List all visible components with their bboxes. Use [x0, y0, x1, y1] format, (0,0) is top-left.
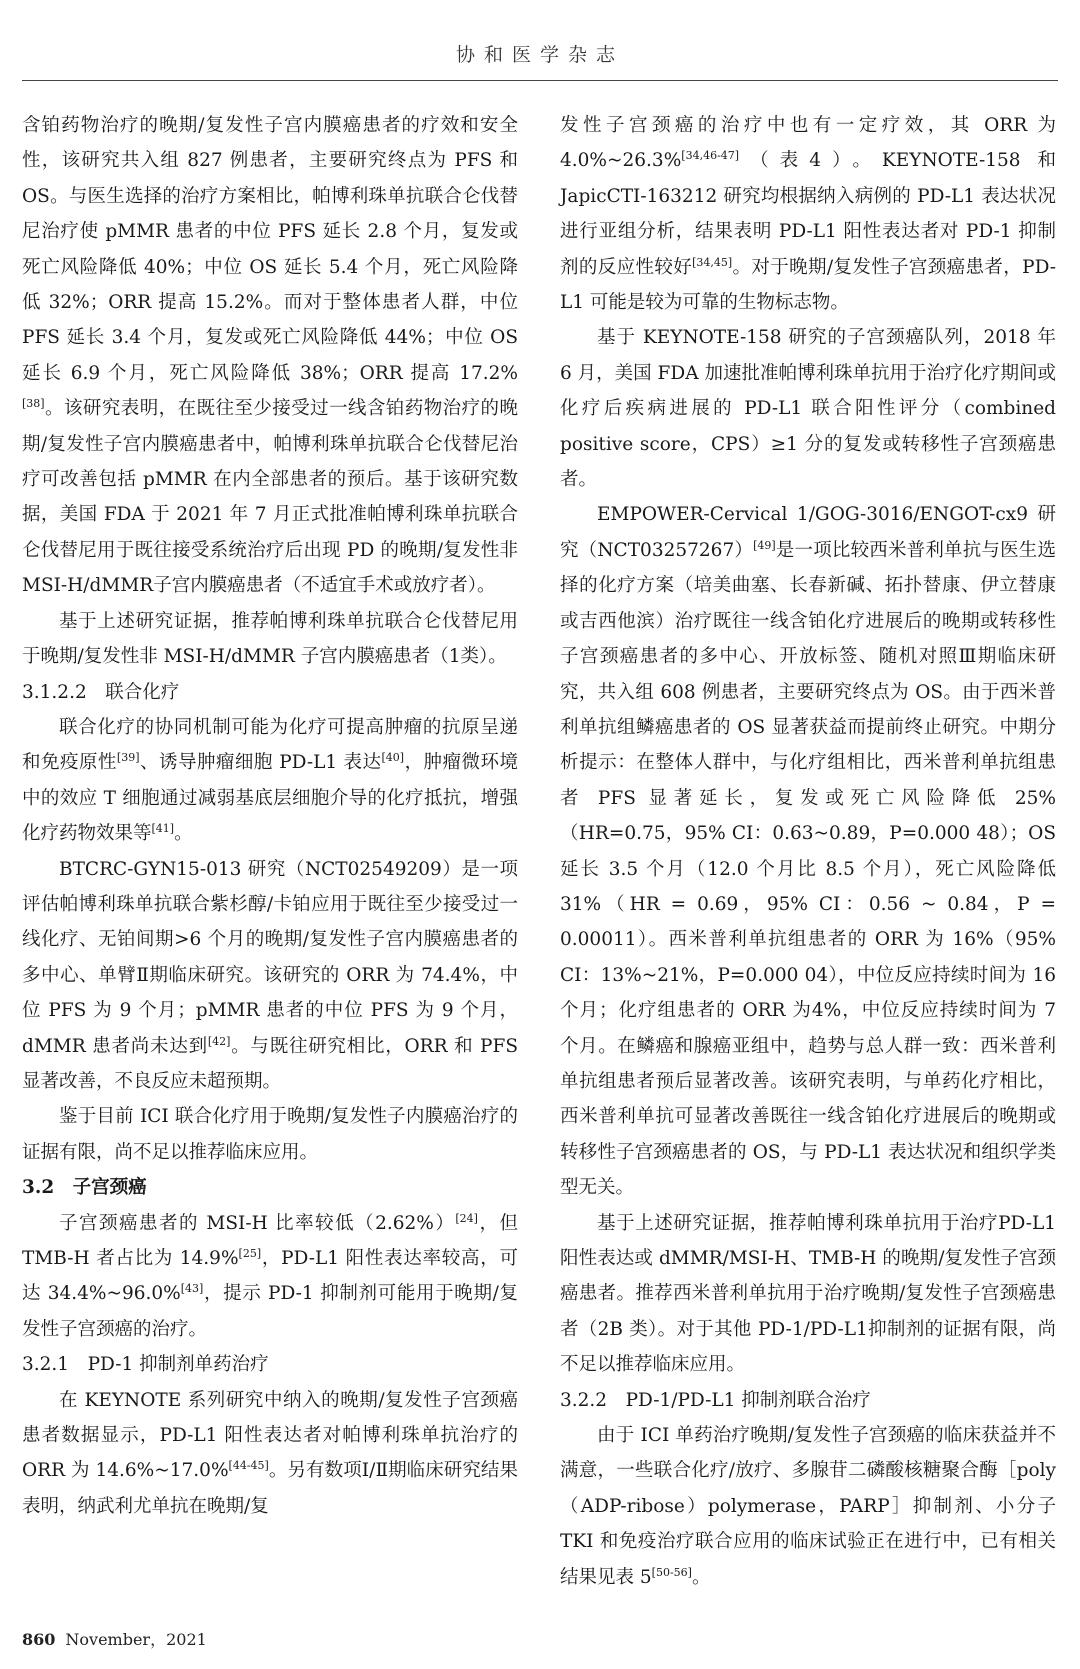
right-column [560, 108, 1056, 1595]
citation-ref[interactable]: [44-45] [228, 1459, 269, 1473]
citation-ref[interactable]: [42] [207, 1034, 231, 1048]
paragraph-btcrc-study: BTCRC-GYN15-013 研究（NCT02549209）是一项评估帕博利珠单抗联合紫杉醇/卡铂应用于既往至少接受过一线化疗、无铂间期>6 个月的晚期/复发性子宫内膜癌患者的多中心、单臂Ⅱ期临床研究。该研究的 ORR 为 74.4%，中位 PFS 为 9 个月；pMMR 患者的中位 PFS 为 9 个月，dMMR 患者尚未达到[42]。与既往研究相比，ORR 和 PFS 显著改善，不良反应未超预期。 [22, 858, 518, 1092]
paragraph-empower-cervical: EMPOWER-Cervical 1/GOG-3016/ENGOT-cx9 研究（NCT03257267）[49]是一项比较西米普利单抗与医生选择的化疗方案（培美曲塞、长春新碱、拓扑替康、伊立替康或吉西他滨）治疗既往一线含铂化疗进展后的晚期或转移性子宫颈癌患者的多中心、开放标签、随机对照Ⅲ期临床研究，共入组 608 例患者，主要研究终点为 OS。由于西米普利单抗组鳞癌患者的 OS 显著获益而提前终止研究。中期分析提示：在整体人群中，与化疗组相比，西米普利单抗组患者 PFS 显著延长，复发或死亡风险降低 25%（HR=0.75，95% CI：0.63~0.89，P=0.000 48）；OS 延长 3.5 个月（12.0 个月比 8.5 个月），死亡风险降低 31%（HR = 0.69，95% CI：0.56 ~ 0.84，P = 0.00011）。西米普利单抗组患者的 ORR 为 16%（95% CI：13%~21%，P=0.000 04），中位反应持续时间为 16 个月；化疗组患者的 ORR 为4%，中位反应持续时间为 7 个月。在鳞癌和腺癌亚组中，趋势与总人群一致：西米普利单抗组患者预后显著改善。该研究表明，与单药化疗相比，西米普利单抗可显著改善既往一线含铂化疗进展后的晚期或转移性子宫颈癌患者的 OS，与 PD-L1 表达状况和组织学类型无关。 [560, 504, 1056, 1199]
section-heading-3-2-2: 3.2.2 PD-1/PD-L1 抑制剂联合治疗 [560, 1389, 871, 1411]
citation-ref[interactable]: [34,46-47] [681, 149, 740, 163]
citation-ref[interactable]: [25] [238, 1246, 262, 1260]
paragraph-nivolumab-cervical: 发性子宫颈癌的治疗中也有一定疗效，其 ORR 为 4.0%~26.3%[34,46-47]（表4）。KEYNOTE-158 和 JapicCTI-163212 研究均根据纳入病例的 PD-L1 表达状况进行亚组分析，结果表明 PD-L1 阳性表达者对 PD-1 抑制剂的反应性较好[34,45]。对于晚期/复发性子宫颈癌患者，PD-L1 可能是较为可靠的生物标志物。 [560, 115, 1056, 314]
left-column [22, 108, 518, 1524]
section-heading-3-2: 3.2 子宫颈癌 [22, 1177, 147, 1199]
paragraph-combination-trials: 由于 ICI 单药治疗晚期/复发性子宫颈癌的临床获益并不满意，一些联合化疗/放疗、多腺苷二磷酸核糖聚合酶［poly（ADP-ribose）polymerase，PARP］抑制剂、小分子 TKI 和免疫治疗联合应用的临床试验正在进行中，已有相关结果见表 5[50-56]。 [560, 1425, 1056, 1588]
paragraph-cervical-msi: 子宫颈癌患者的 MSI-H 比率较低（2.62%）[24]，但 TMB-H 者占比为 14.9%[25]，PD-L1 阳性表达率较高，可达 34.4%~96.0%[43]，提示 PD-1 抑制剂可能用于晚期/复发性子宫颈癌的治疗。 [22, 1211, 519, 1340]
header-rule [22, 80, 1058, 81]
citation-ref[interactable]: [43] [180, 1282, 204, 1296]
section-heading-3-2-1: 3.2.1 PD-1 抑制剂单药治疗 [22, 1354, 269, 1376]
citation-ref[interactable]: [34,45] [692, 255, 733, 269]
journal-header: 协和医学杂志 [455, 44, 624, 66]
citation-ref[interactable]: [50-56] [651, 1565, 692, 1579]
paragraph-keynote775-results: 含铂药物治疗的晚期/复发性子宫内膜癌患者的疗效和安全性，该研究共入组 827 例患者，主要研究终点为 PFS 和 OS。与医生选择的治疗方案相比，帕博利珠单抗联合仑伐替尼治疗使 pMMR 患者的中位 PFS 延长 2.8 个月，复发或死亡风险降低 40%；中位 OS 延长 5.4 个月，死亡风险降低 32%；ORR 提高 15.2%。而对于整体患者人群，中位 PFS 延长 3.4 个月，复发或死亡风险降低 44%；中位 OS 延长 6.9 个月，死亡风险降低 38%；ORR 提高 17.2%[38]。该研究表明，在既往至少接受过一线含铂药物治疗的晚期/复发性子宫内膜癌患者中，帕博利珠单抗联合仑伐替尼治疗可改善包括 pMMR 在内全部患者的预后。基于该研究数据，美国 FDA 于 2021 年 7 月正式批准帕博利珠单抗联合仑伐替尼用于既往接受系统治疗后出现 PD 的晚期/复发性非 MSI-H/dMMR子宫内膜癌患者（不适宜手术或放疗者）。 [22, 115, 518, 597]
citation-ref[interactable]: [49] [753, 538, 776, 552]
paragraph-fda-approval-2018: 基于 KEYNOTE-158 研究的子宫颈癌队列，2018 年 6 月，美国 FDA 加速批准帕博利珠单抗用于治疗化疗期间或化疗后疾病进展的 PD-L1 联合阳性评分（combined positive score，CPS）≥1 分的复发或转移性子宫颈癌患者。 [560, 327, 1056, 491]
citation-ref[interactable]: [41] [151, 821, 175, 835]
paragraph-combined-chemo-conclusion: 鉴于目前 ICI 联合化疗用于晚期/复发性子内膜癌治疗的证据有限，尚不足以推荐临床应用。 [22, 1106, 518, 1163]
section-heading-3-1-2-2: 3.1.2.2 联合化疗 [22, 681, 180, 703]
citation-ref[interactable]: [38] [22, 397, 45, 411]
paragraph-keynote-cervical: 在 KEYNOTE 系列研究中纳入的晚期/复发性子宫颈癌患者数据显示，PD-L1 阳性表达者对帕博利珠单抗治疗的 ORR 为 14.6%~17.0%[44-45]。另有数项Ⅰ/Ⅱ期临床研究结果表明，纳武利尤单抗在晚期/复 [22, 1389, 519, 1517]
issue-date: November，2021 [65, 1630, 207, 1649]
citation-ref[interactable]: [40] [381, 751, 405, 765]
paragraph-combined-chemo-mechanism: 联合化疗的协同机制可能为化疗可提高肿瘤的抗原呈递和免疫原性[39]、诱导肿瘤细胞 PD-L1 表达[40]，肿瘤微环境中的效应 T 细胞通过减弱基底层细胞介导的化疗抵抗，增强化疗药物效果等[41]。 [22, 716, 518, 845]
page-footer [22, 1627, 207, 1650]
paragraph-recommendation-lenvatinib: 基于上述研究证据，推荐帕博利珠单抗联合仑伐替尼用于晚期/复发性非 MSI-H/dMMR 子宫内膜癌患者（1类）。 [22, 610, 518, 668]
citation-ref[interactable]: [24] [455, 1211, 478, 1225]
citation-ref[interactable]: [39] [116, 751, 140, 765]
page-number: 860 [22, 1630, 56, 1649]
paragraph-cervical-recommendation: 基于上述研究证据，推荐帕博利珠单抗用于治疗PD-L1 阳性表达或 dMMR/MSI-H、TMB-H 的晚期/复发性子宫颈癌患者。推荐西米普利单抗用于治疗晚期/复发性子宫颈癌患者（2B 类）。对于其他 PD-1/PD-L1抑制剂的证据有限，尚不足以推荐临床应用。 [560, 1212, 1056, 1376]
